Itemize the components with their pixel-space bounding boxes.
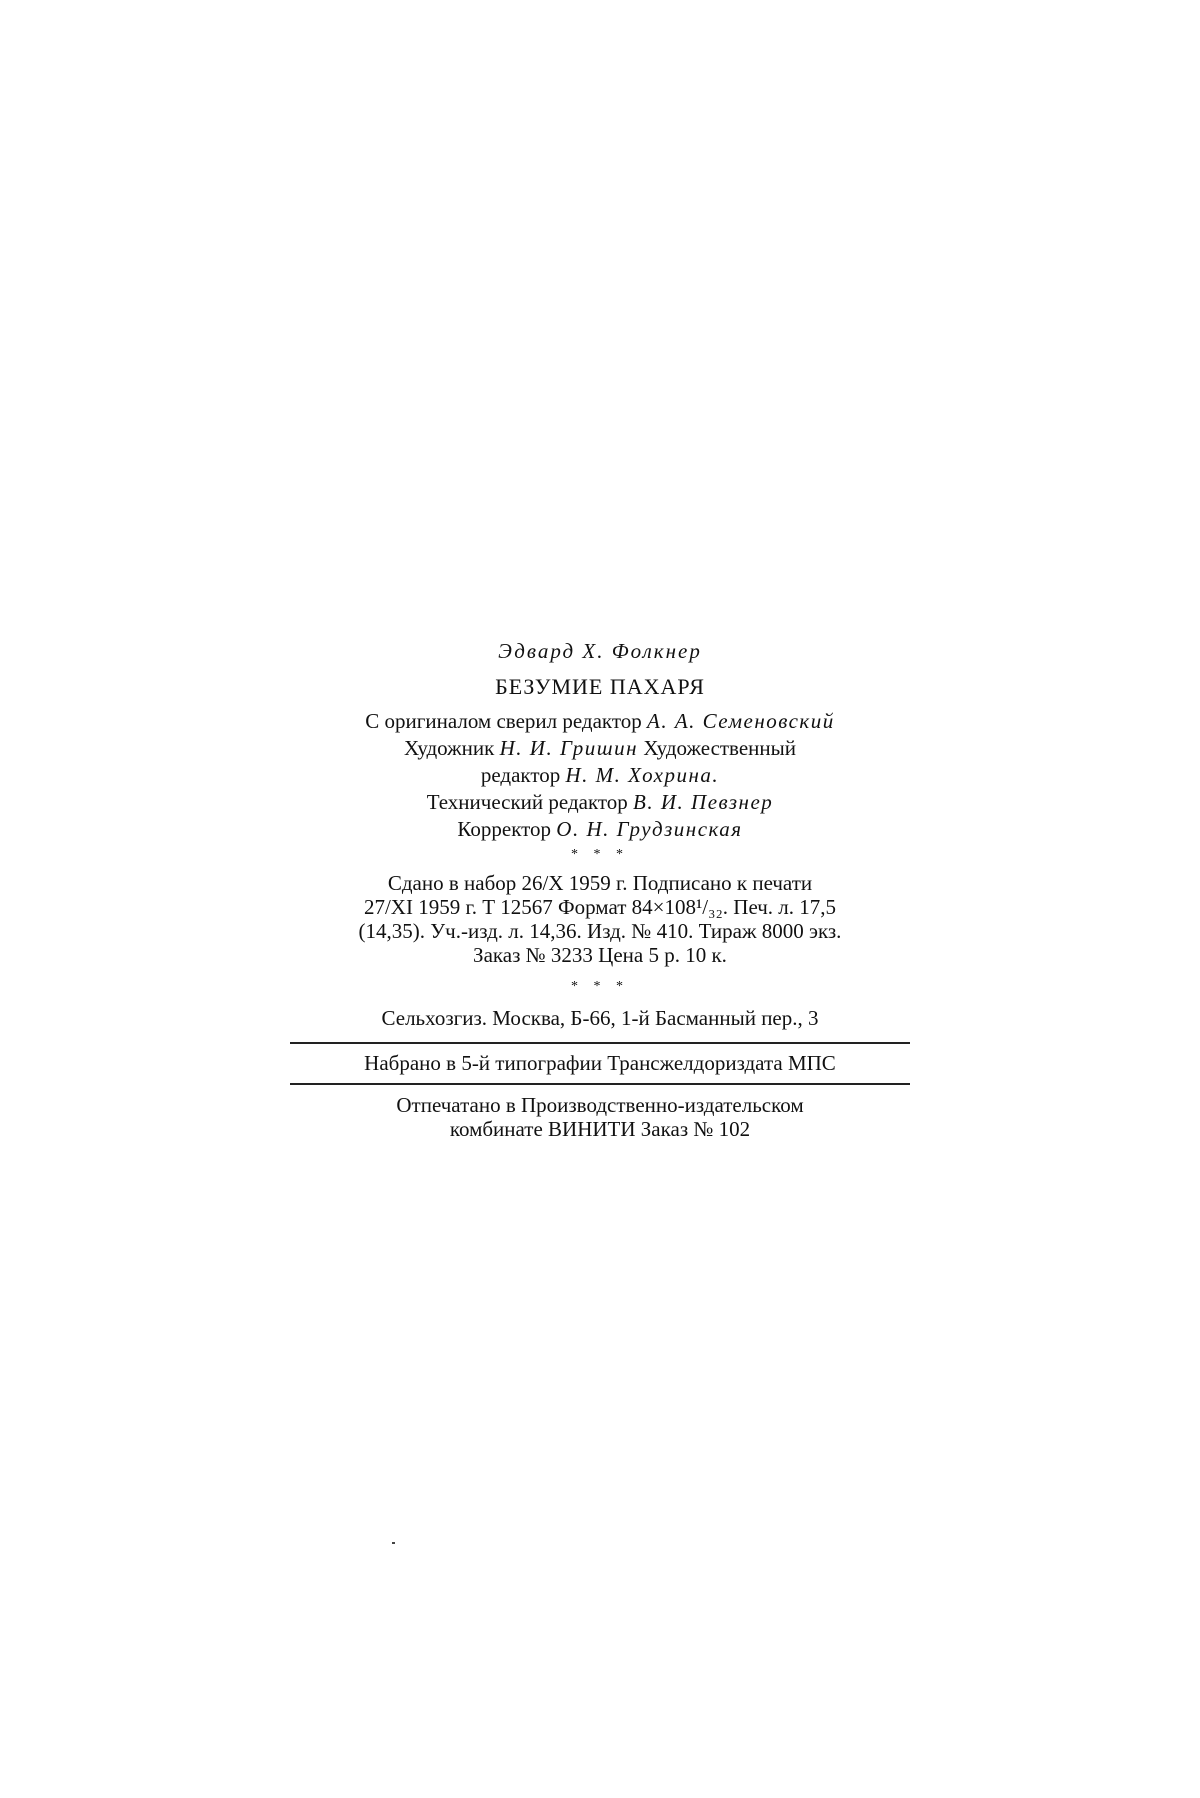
proofreader-name: О. Н. Грудзинская <box>556 817 743 841</box>
print-info-line-3: (14,35). Уч.-изд. л. 14,36. Изд. № 410. Тираж 8000 экз. <box>358 919 842 943</box>
print-info-line-1: Сдано в набор 26/X 1959 г. Подписано к печати <box>387 871 813 895</box>
ink-speck <box>392 1542 395 1544</box>
publisher-line: Сельхозгиз. Москва, Б-66, 1-й Басманный пер., 3 <box>290 1005 910 1044</box>
print-info <box>290 871 910 967</box>
colophon <box>290 638 910 1141</box>
art-editor-name: Н. М. Хохрина. <box>565 763 720 787</box>
proofreader-prefix: Корректор <box>457 817 557 841</box>
art-editor-credit <box>290 762 910 789</box>
tech-editor-credit <box>290 789 910 816</box>
print-info-line-4: Заказ № 3233 Цена 5 р. 10 к. <box>473 943 727 967</box>
tech-editor-prefix: Технический редактор <box>426 790 634 814</box>
separator-stars-2: * * * <box>571 979 629 994</box>
separator-stars: * * * <box>571 847 629 862</box>
printed-line-1: Отпечатано в Производственно-издательском <box>396 1093 804 1117</box>
printed-line-2: комбинате ВИНИТИ Заказ № 102 <box>449 1117 751 1141</box>
verified-credit <box>290 708 910 735</box>
artist-credit <box>290 735 910 762</box>
author-name: Эдвард Х. Фолкнер <box>498 639 702 663</box>
book-title: БЕЗУМИЕ ПАХАРЯ <box>495 674 705 699</box>
art-editor-prefix-2: редактор <box>480 763 566 787</box>
artist-name: Н. И. Гришин <box>499 736 639 760</box>
proofreader-credit <box>290 816 910 843</box>
art-editor-prefix: Художественный <box>638 736 796 760</box>
tech-editor-name: В. И. Певзнер <box>633 790 774 814</box>
artist-prefix: Художник <box>404 736 500 760</box>
verified-prefix: С оригиналом сверил редактор <box>365 709 647 733</box>
verified-editor-name: А. А. Семеновский <box>647 709 835 733</box>
print-info-line-2: 27/XI 1959 г. Т 12567 Формат 84×108¹/₃₂. Печ. л. 17,5 <box>363 895 837 919</box>
typography-line: Набрано в 5-й типографии Трансжелдориздата МПС <box>290 1044 910 1085</box>
